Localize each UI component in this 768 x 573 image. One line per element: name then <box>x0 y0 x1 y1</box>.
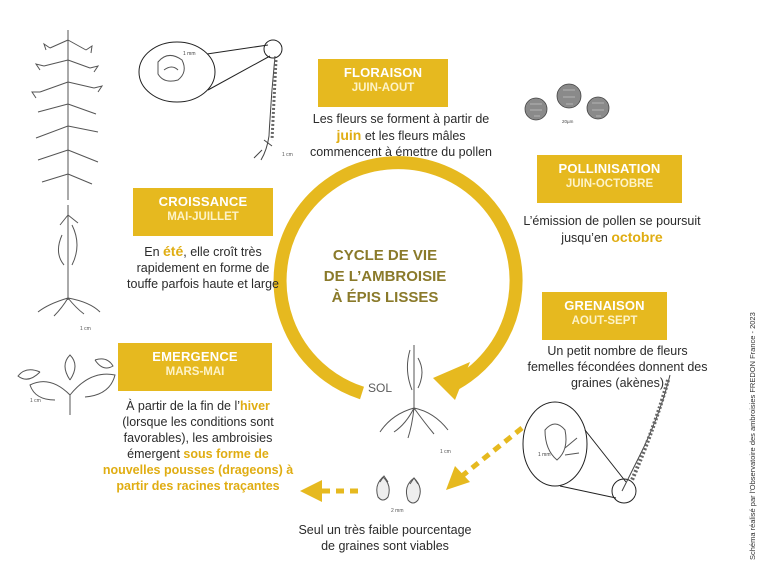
seed-zoom-sketch <box>523 402 636 503</box>
grenaison-title: GRENAISON <box>564 298 645 313</box>
pollen-grains-sketch <box>525 84 609 124</box>
flower-zoom-sketch <box>139 40 282 102</box>
center-title-line-1: CYCLE DE VIE <box>332 247 438 264</box>
graines-text <box>280 522 490 554</box>
spike-scale-label: 1 cm <box>282 152 293 158</box>
floraison-text <box>296 111 506 160</box>
croissance-hl-a: été <box>163 243 184 259</box>
fruiting-spike-sketch <box>622 375 670 491</box>
flower-zoom-scale-label: 1 mm <box>183 51 196 57</box>
pollinisation-title: POLLINISATION <box>558 161 661 176</box>
emergence-hl-a: hiver <box>240 399 270 413</box>
emergence-text-d: émergent <box>127 447 180 461</box>
croissance-box <box>133 188 273 236</box>
dashed-arrow-seeds-to-ground <box>446 428 522 490</box>
seeds-scale-label: 2 mm <box>391 508 404 514</box>
grenaison-text-c: graines (akènes) <box>570 376 665 390</box>
emergence-text-c: favorables), les ambroisies <box>123 431 273 445</box>
seed-zoom-scale-label: 1 mm <box>538 452 551 458</box>
pollinisation-text-a: L’émission de pollen se poursuit <box>523 214 701 228</box>
pollinisation-text-b: jusqu’en <box>561 231 608 245</box>
emergence-title: EMERGENCE <box>152 349 238 364</box>
grenaison-text <box>515 343 720 391</box>
pollinisation-period: JUIN-OCTOBRE <box>565 178 654 190</box>
pollinisation-hl-b: octobre <box>611 229 663 245</box>
pollinisation-text <box>512 213 712 246</box>
emergence-text-b: (lorsque les conditions sont <box>122 415 274 429</box>
grenaison-text-b: femelles fécondées donnent des <box>527 360 708 374</box>
croissance-text-d: touffe parfois haute et large <box>127 277 279 291</box>
seedling-scale-label: 1 cm <box>30 398 41 404</box>
young-plant-sketch <box>38 205 100 332</box>
floraison-hl-a: juin <box>336 127 362 143</box>
floraison-title: FLORAISON <box>343 65 423 80</box>
croissance-text-b: , elle croît très <box>183 245 262 259</box>
floraison-text-a: Les fleurs se forment à partir de <box>312 112 490 126</box>
grenaison-text-a: Un petit nombre de fleurs <box>547 344 688 358</box>
pollinisation-box <box>537 155 682 203</box>
emergence-text-a: À partir de la fin de l’ <box>126 399 241 413</box>
grenaison-box <box>542 292 667 340</box>
croissance-text-c: rapidement en forme de <box>136 261 270 275</box>
emergence-hl-d: sous forme de <box>183 447 269 461</box>
croissance-period: MAI-JUILLET <box>167 211 239 223</box>
floraison-box <box>318 59 448 107</box>
croissance-text <box>108 243 298 292</box>
graines-text-b: de graines sont viables <box>321 539 449 553</box>
floraison-text-b: et les fleurs mâles <box>364 129 466 143</box>
emergence-text <box>98 398 298 494</box>
pollen-scale-label: 20µm <box>562 119 574 124</box>
mature-plant-sketch <box>32 30 102 200</box>
center-title <box>300 245 470 308</box>
emergence-hl-e: nouvelles pousses (drageons) à <box>102 463 294 477</box>
plant-scale-label: 1 cm <box>80 326 91 332</box>
dashed-arrow-to-emergence <box>300 480 358 502</box>
seeds-sketch <box>377 476 420 514</box>
emergence-hl-f: partir des racines traçantes <box>116 479 280 493</box>
floraison-period: JUIN-AOUT <box>351 82 415 94</box>
credit-text: Schéma réalisé par l'Observatoire des ambroisies FREDON France - 2023 <box>748 312 757 560</box>
graines-text-a: Seul un très faible pourcentage <box>298 523 472 537</box>
grenaison-period: AOUT-SEPT <box>571 315 638 327</box>
central-plant-sketch <box>380 345 451 455</box>
flowering-spike-sketch <box>254 56 293 160</box>
central-plant-scale-label: 1 cm <box>440 449 451 455</box>
sol-label: SOL <box>368 381 393 395</box>
center-title-line-2: DE L’AMBROISIE <box>323 268 447 285</box>
croissance-title: CROISSANCE <box>158 194 248 209</box>
croissance-text-a: En <box>144 245 160 259</box>
emergence-period: MARS-MAI <box>165 366 225 378</box>
emergence-box <box>118 343 272 391</box>
center-title-line-3: À ÉPIS LISSES <box>331 289 439 306</box>
floraison-text-c: commencent à émettre du pollen <box>309 145 493 159</box>
